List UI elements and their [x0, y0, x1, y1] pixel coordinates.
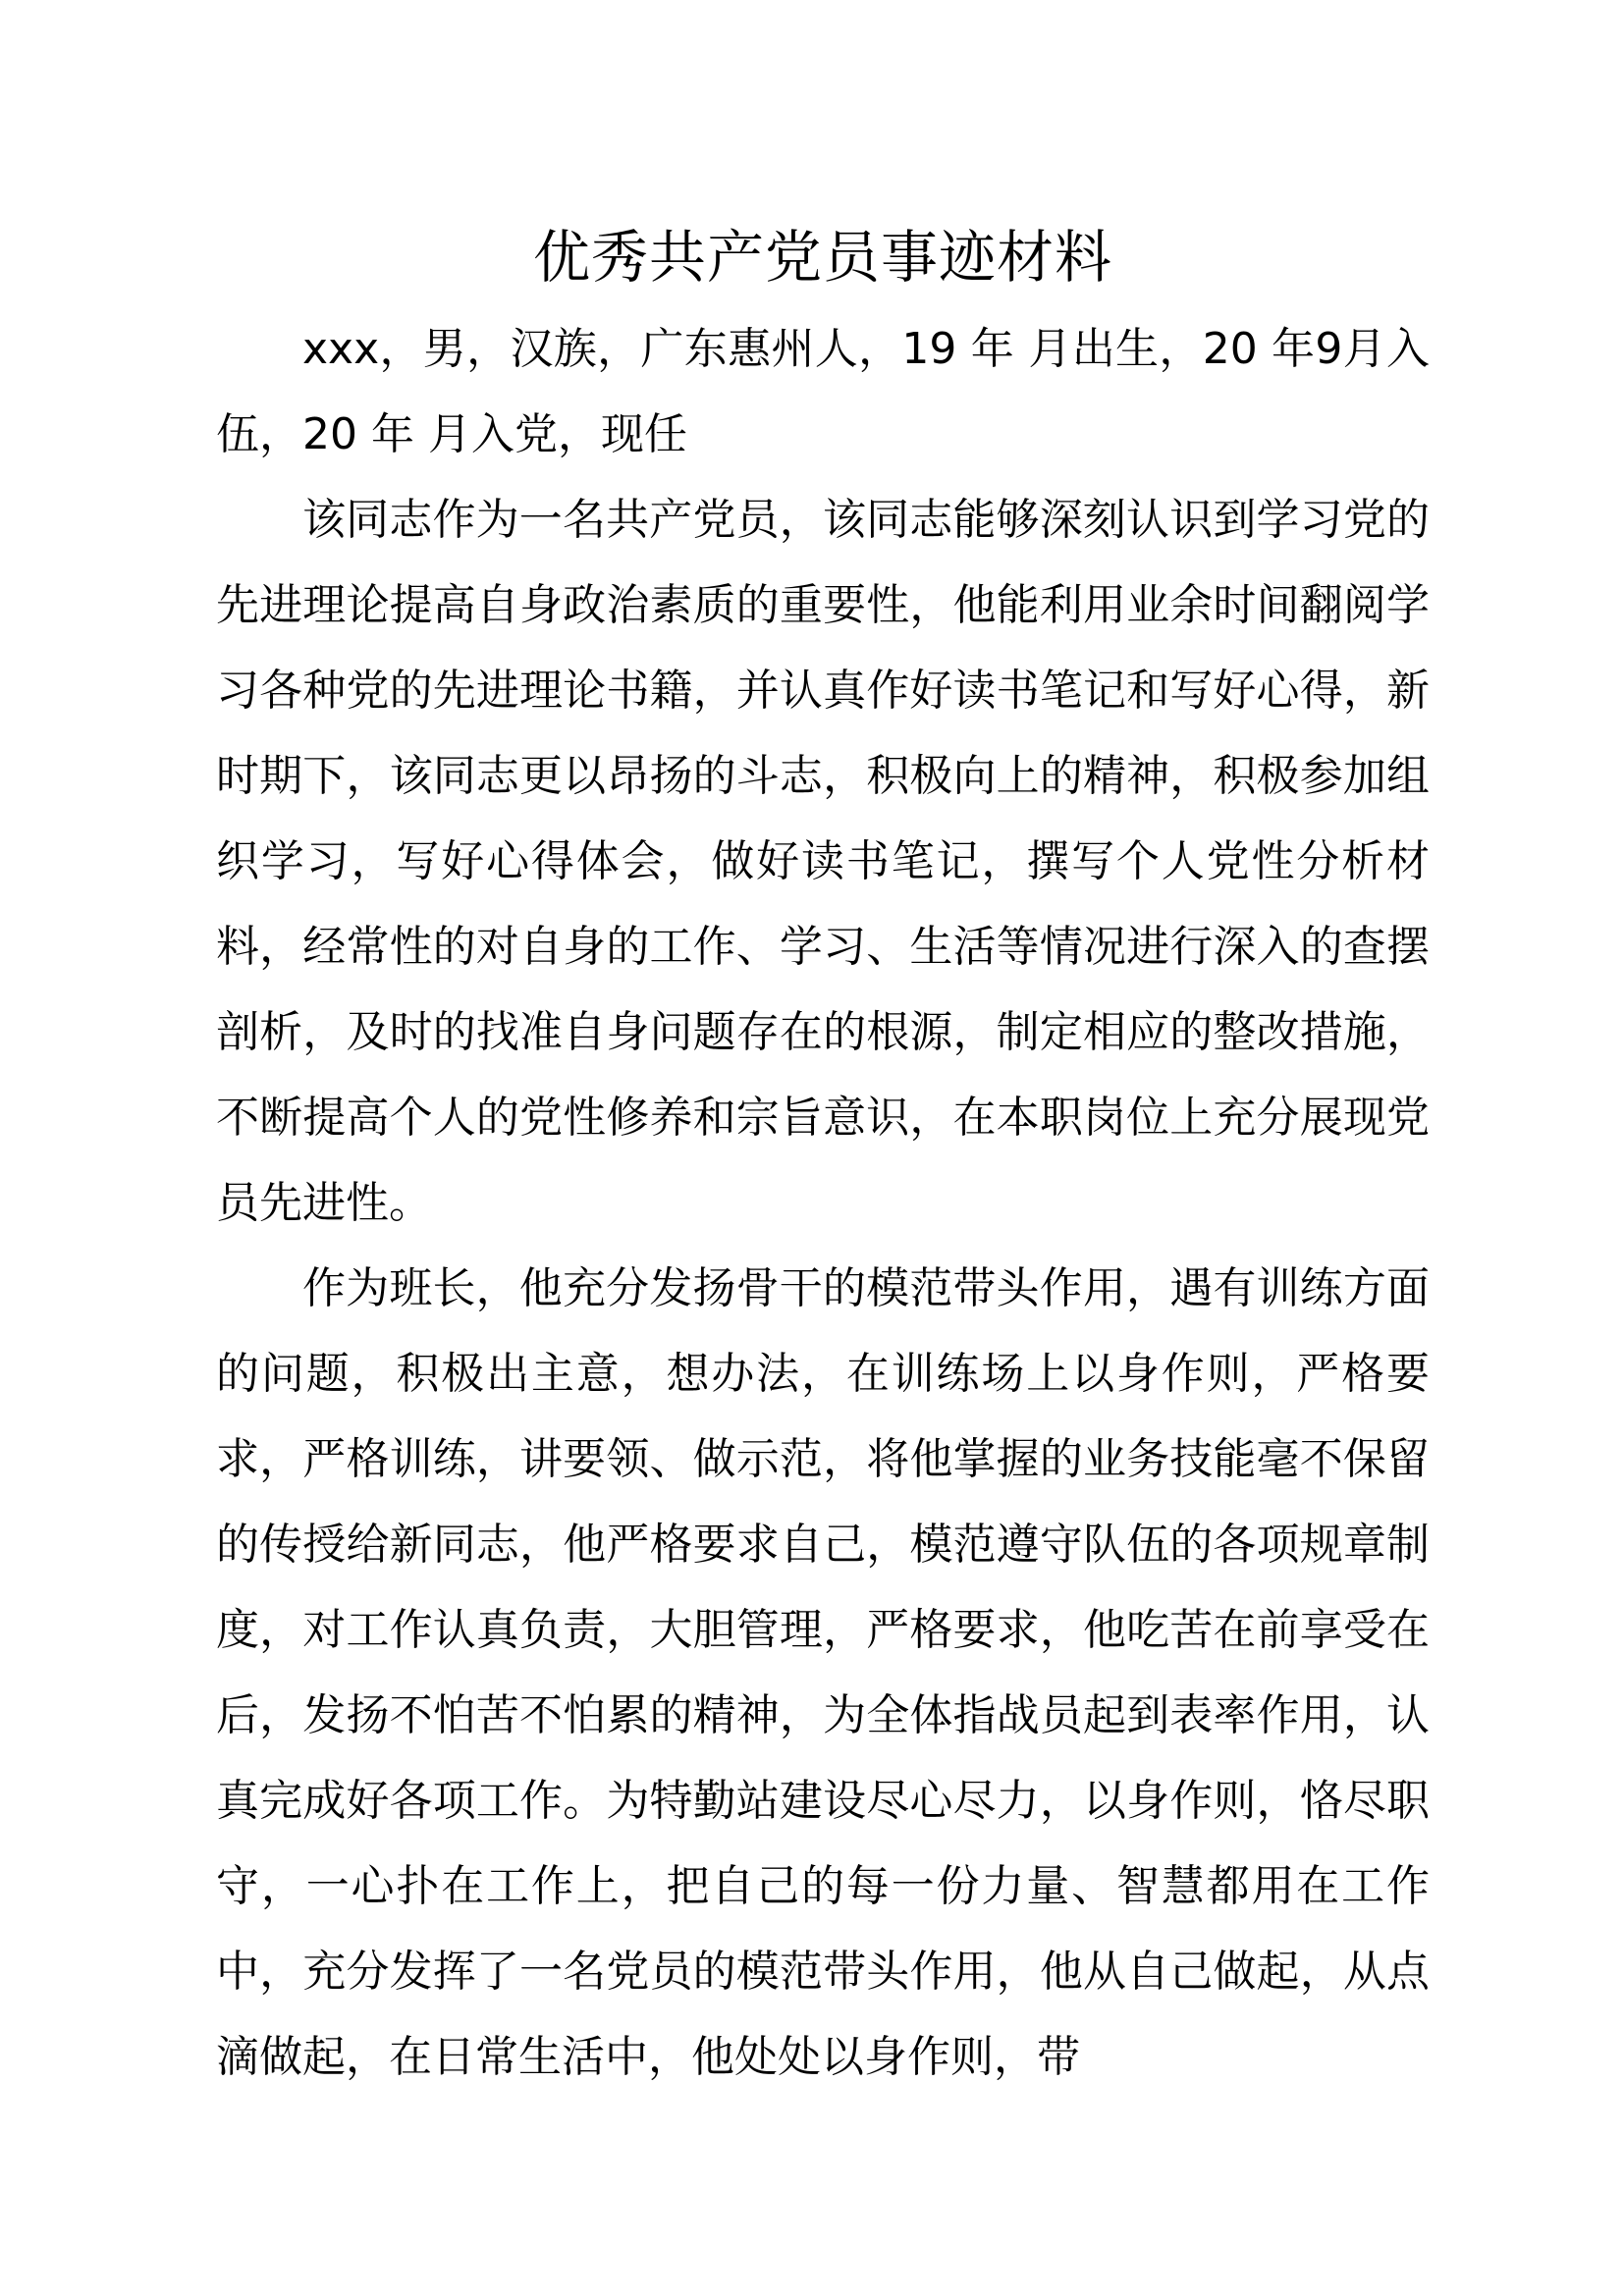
paragraph-personal-info: xxx，男，汉族，广东惠州人，19 年 月出生，20 年9月入伍，20 年 月入党，现任: [216, 324, 1430, 459]
document-title: 优秀共产党员事迹材料: [532, 224, 1112, 291]
paragraph-study: 该同志作为一名共产党员，该同志能够深刻认识到学习党的先进理论提高自身政治素质的重要性，他能利用业余时间翻阅学习各种党的先进理论书籍，并认真作好读书笔记和写好心得，新时期下，该同志更以昂扬的斗志，积极向上的精神，积极参加组织学习，写好心得体会，做好读书笔记，撰写个人党性分析材料，经常性的对自身的工作、学习、生活等情况进行深入的查摆剖析，及时的找准自身问题存在的根源，制定相应的整改措施，不断提高个人的党性修养和宗旨意识，在本职岗位上充分展现党员先进性。: [216, 495, 1430, 1228]
document-body: [216, 306, 1430, 2100]
paragraph-squad-leader: 作为班长，他充分发扬骨干的模范带头作用，遇有训练方面的问题，积极出主意，想办法，在训练场上以身作则，严格要求，严格训练，讲要领、做示范，将他掌握的业务技能毫不保留的传授给新同志，他严格要求自己，模范遵守队伍的各项规章制度，对工作认真负责，大胆管理，严格要求，他吃苦在前享受在后，发扬不怕苦不怕累的精神，为全体指战员起到表率作用，认真完成好各项工作。为特勤站建设尽心尽力，以身作则，恪尽职守，一心扑在工作上，把自己的每一份力量、智慧都用在工作中，充分发挥了一名党员的模范带头作用，他从自己做起，从点滴做起，在日常生活中，他处处以身作则，带: [216, 1263, 1430, 2082]
